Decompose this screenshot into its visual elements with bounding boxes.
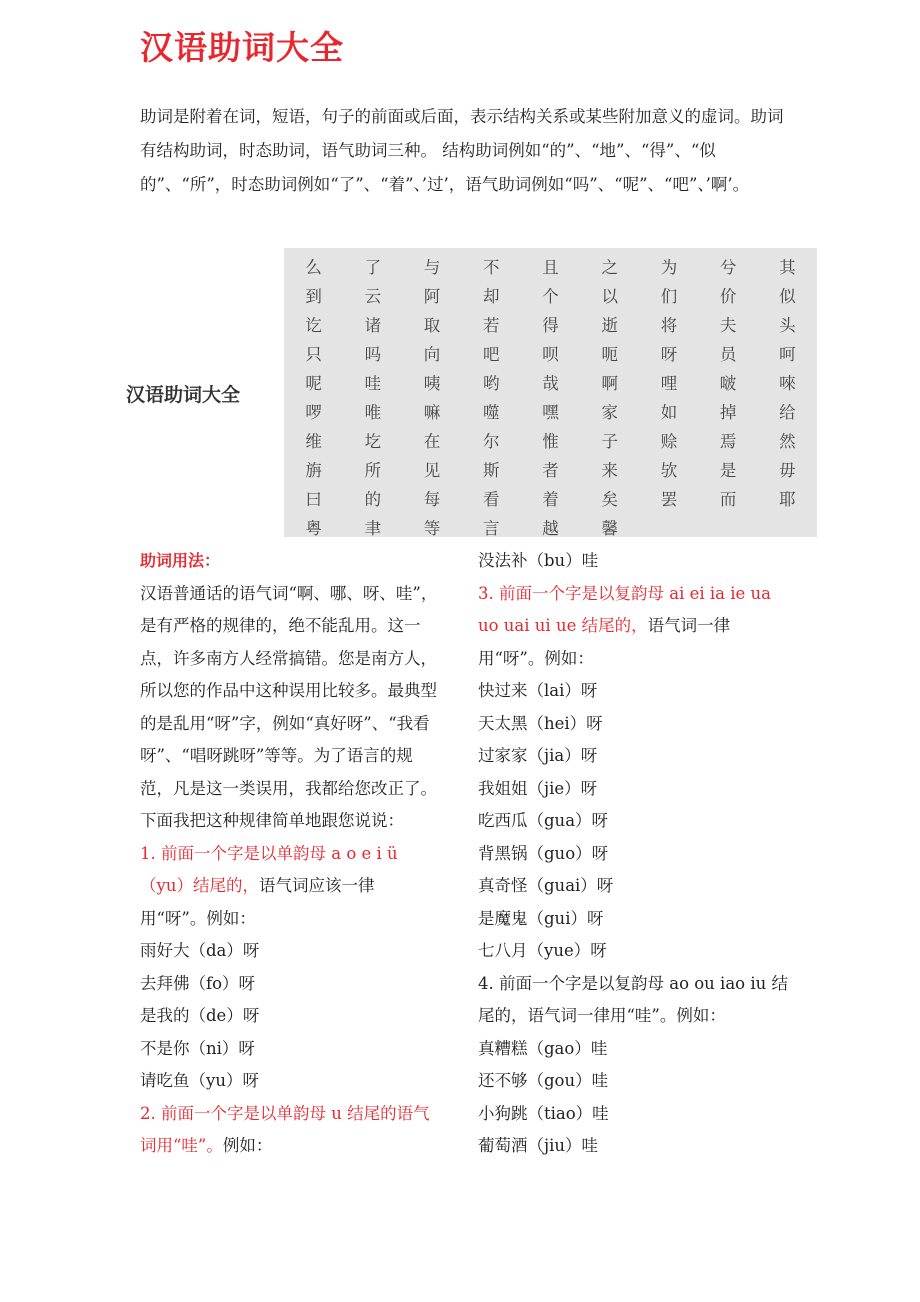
grid-cell: 给 (779, 403, 796, 422)
grid-cell: 哟 (483, 374, 500, 393)
example-item: 真奇怪（guai）呀 (478, 876, 614, 895)
grid-cell: 啊 (601, 374, 618, 393)
grid-cell: 毋 (779, 461, 796, 480)
grid-cell: 斯 (483, 461, 500, 480)
grid-cell: 且 (542, 258, 559, 277)
grid-cell: 唯 (364, 403, 382, 422)
example-item: 还不够（gou）哇 (478, 1071, 609, 1090)
grid-cell: 云 (364, 287, 382, 306)
grid-cell: 们 (660, 287, 678, 306)
grid-cell: 子 (601, 432, 618, 451)
grid-cell: 呵 (779, 345, 796, 364)
grid-cell: 越 (542, 519, 559, 538)
grid-cell: 聿 (364, 519, 382, 538)
grid-cell: 的 (364, 490, 382, 509)
grid-cell: 讫 (305, 316, 322, 335)
example-item: 天太黑（hei）呀 (478, 713, 603, 733)
example-item: 吃西瓜（gua）呀 (478, 811, 609, 830)
grid-cell: 呗 (542, 345, 559, 364)
page-title: 汉语助词大全 (140, 28, 344, 67)
grid-cell: 逝 (601, 316, 618, 335)
grid-cell: 夫 (719, 316, 737, 335)
grid-cell: 么 (305, 258, 322, 277)
rule-1-text: 语气词应该一律用“呀”。例如： (140, 876, 375, 928)
rule-2 (140, 1098, 440, 1163)
grid-cell: 而 (719, 490, 737, 509)
grid-cell: 曰 (305, 490, 322, 509)
grid-cell: 来 (601, 461, 618, 480)
grid-cell (699, 514, 758, 543)
rule-3-highlight: 3. 前面一个字是以复韵母 ai ei ia ie ua uo uai ui ue 结尾的， (478, 583, 771, 635)
grid-cell: 哇 (364, 374, 382, 393)
example-item: 我姐姐（jie）呀 (478, 778, 598, 798)
grid-cell: 呀 (660, 345, 678, 364)
grid-cell: 之 (601, 258, 618, 277)
grid-cell: 欤 (660, 461, 678, 480)
example-item: 雨好大（da）呀 (140, 941, 260, 960)
grid-cell: 得 (542, 316, 559, 335)
rule-1 (140, 838, 440, 936)
grid-cell: 见 (423, 461, 441, 480)
grid-cell: 不 (483, 258, 500, 277)
example-item: 七八月（yue）呀 (478, 941, 607, 960)
right-column (478, 545, 788, 1163)
grid-cell: 哩 (660, 374, 678, 393)
example-item: 背黑锅（guo）呀 (478, 843, 609, 863)
carry-example: 没法补（bu）哇 (478, 551, 599, 570)
rule-4-examples (478, 1033, 788, 1163)
grid-cell: 噬 (483, 403, 500, 422)
grid-cell: 啵 (719, 374, 737, 393)
example-item: 葡萄酒（jiu）哇 (478, 1136, 599, 1155)
example-item: 过家家（jia）呀 (478, 746, 598, 765)
grid-cell: 维 (305, 432, 322, 451)
grid-cell: 着 (542, 490, 559, 509)
grid-cell: 呃 (601, 345, 618, 364)
grid-cell: 圪 (364, 432, 382, 451)
grid-cell: 个 (542, 287, 559, 306)
grid-cell (639, 514, 698, 543)
grid-cell (758, 514, 817, 543)
grid-cell: 将 (660, 316, 678, 335)
grid-cell: 为 (660, 258, 678, 277)
grid-cell: 呢 (305, 374, 322, 393)
grid-cell: 家 (601, 403, 618, 422)
grid-cell: 者 (542, 461, 559, 480)
grid-cell: 嘛 (423, 403, 441, 422)
grid-cell: 掉 (719, 403, 737, 422)
grid-cell: 焉 (719, 432, 737, 451)
grid-cell: 阿 (423, 287, 441, 306)
grid-cell: 每 (423, 490, 441, 509)
grid-cell: 吗 (364, 345, 382, 364)
rule-2-text: 例如： (222, 1136, 273, 1155)
grid-cell: 与 (423, 258, 441, 277)
grid-cell: 诸 (364, 316, 382, 335)
grid-cell: 似 (779, 287, 796, 306)
grid-cell: 到 (305, 287, 322, 306)
grid-cell: 罢 (660, 490, 678, 509)
grid-cell: 以 (601, 287, 618, 306)
rule-3-text: 语气词一律用“呀”。例如： (478, 616, 731, 668)
grid-cell: 看 (483, 490, 500, 509)
grid-cell: 啰 (305, 403, 322, 422)
grid-cell: 旃 (305, 461, 322, 480)
grid-cell: 然 (779, 432, 796, 451)
usage-heading: 助词用法： (140, 551, 221, 570)
grid-cell: 在 (423, 432, 441, 451)
grid-cell: 向 (423, 345, 441, 364)
grid-cell: 赊 (660, 432, 678, 451)
grid-cell: 兮 (719, 258, 737, 277)
grid-cell: 惟 (542, 432, 559, 451)
grid-cell: 其 (779, 258, 796, 277)
grid-cell: 所 (364, 461, 382, 480)
intro-paragraph: 助词是附着在词，短语，句子的前面或后面，表示结构关系或某些附加意义的虚词。助词有结构助词，时态助词，语气助词三种。 结构助词例如“的”、“地”、“得”、“似的”、“所”，时态助词例如“了”、“着”、’过’，语气助词例如“吗”、“呢”、“吧”、’啊’。 (140, 107, 784, 194)
rule-2-highlight: 2. 前面一个字是以单韵母 u 结尾的语气词用“哇”。 (140, 1103, 430, 1155)
grid-cell: 矣 (601, 490, 618, 509)
example-item: 去拜佛（fo）呀 (140, 973, 256, 993)
example-item: 快过来（lai）呀 (478, 681, 598, 700)
example-item: 是我的（de）呀 (140, 1006, 260, 1025)
grid-cell: 耶 (779, 490, 796, 509)
grid-cell: 尔 (483, 432, 500, 451)
grid-cell: 了 (364, 258, 382, 277)
grid-cell: 言 (483, 519, 500, 538)
grid-cell: 等 (423, 519, 441, 538)
example-item: 请吃鱼（yu）呀 (140, 1071, 259, 1090)
grid-cell: 却 (483, 287, 500, 306)
grid-cell: 馨 (601, 519, 618, 538)
example-item: 不是你（ni）呀 (140, 1038, 255, 1058)
grid-cell: 粤 (305, 519, 322, 538)
grid-cell: 吧 (483, 345, 500, 364)
grid-cell: 若 (483, 316, 500, 335)
rule-3 (478, 578, 788, 676)
grid-cell: 哉 (542, 374, 559, 393)
table-side-label: 汉语助词大全 (126, 384, 241, 406)
grid-cell: 如 (660, 403, 678, 422)
example-item: 真糟糕（gao）哇 (478, 1038, 608, 1058)
grid-cell: 价 (719, 287, 737, 306)
grid-cell: 嘿 (542, 403, 559, 422)
grid-cell: 头 (779, 316, 796, 335)
grid-cell: 员 (719, 345, 737, 364)
left-column (140, 545, 440, 1163)
rule-3-examples (478, 675, 788, 968)
grid-cell: 只 (305, 345, 322, 364)
example-item: 是魔鬼（gui）呀 (478, 908, 604, 928)
rule-1-highlight: 1. 前面一个字是以单韵母 a o e i ü（yu）结尾的， (140, 843, 398, 895)
grid-cell: 取 (423, 316, 441, 335)
grid-cell: 唻 (779, 374, 796, 393)
grid-cell: 咦 (423, 374, 441, 393)
usage-paragraph: 汉语普通话的语气词“啊、哪、呀、哇”，是有严格的规律的，绝不能乱用。这一点，许多南方人经常搞错。您是南方人，所以您的作品中这种误用比较多。最典型的是乱用“呀”字，例如“真好呀”、“我看呀”、“唱呀跳呀”等等。为了语言的规范，凡是这一类误用，我都给您改正了。下面我把这种规律简单地跟您说说： (140, 583, 438, 830)
grid-cell: 是 (719, 461, 737, 480)
rule-1-examples (140, 935, 440, 1098)
rule-4: 4. 前面一个字是以复韵母 ao ou iao iu 结尾的，语气词一律用“哇”。例如： (478, 973, 788, 1025)
example-item: 小狗跳（tiao）哇 (478, 1103, 609, 1123)
particle-grid (284, 248, 817, 537)
